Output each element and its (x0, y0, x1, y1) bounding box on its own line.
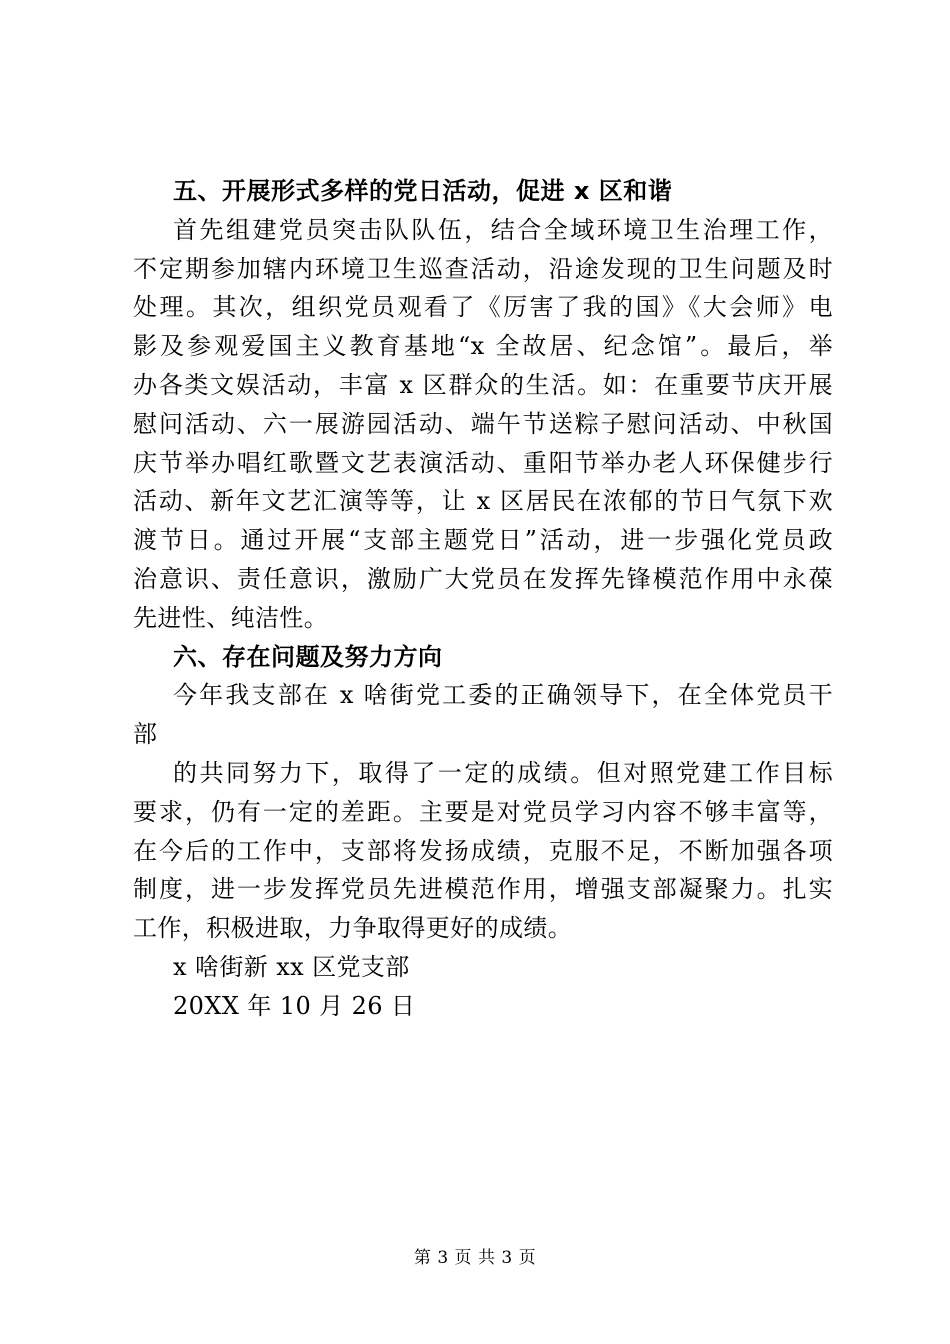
paragraph-line: 治意识、责任意识，激励广大党员在发挥先锋模范作用中永葆 (133, 564, 833, 593)
page-footer: 第 3 页 共 3 页 (413, 1248, 537, 1268)
paragraph-line: 部 (133, 720, 158, 749)
paragraph-line: 今年我支部在 x 啥街党工委的正确领导下，在全体党员干 (173, 681, 833, 710)
paragraph-line: 先进性、纯洁性。 (133, 603, 329, 632)
paragraph-line: 的共同努力下，取得了一定的成绩。但对照党建工作目标 (173, 758, 833, 787)
signature-organization: x 啥街新 xx 区党支部 (173, 952, 410, 981)
section-heading: 五、开展形式多样的党日活动，促进 x 区和谐 (173, 177, 673, 205)
paragraph-line: 制度，进一步发挥党员先进模范作用，增强支部凝聚力。扎实 (133, 875, 833, 904)
paragraph-line: 首先组建党员突击队队伍，结合全域环境卫生治理工作， (173, 215, 833, 244)
paragraph-line: 渡节日。通过开展“支部主题党日”活动，进一步强化党员政 (133, 526, 833, 555)
paragraph-line: 慰问活动、六一展游园活动、端午节送粽子慰问活动、中秋国 (133, 409, 833, 438)
section-heading: 六、存在问题及努力方向 (173, 642, 443, 671)
paragraph-line: 处理。其次，组织党员观看了《厉害了我的国》《大会师》电 (133, 293, 833, 322)
paragraph-line: 影及参观爱国主义教育基地“x 全故居、纪念馆”。最后，举 (133, 332, 833, 361)
paragraph-line: 要求，仍有一定的差距。主要是对党员学习内容不够丰富等， (133, 797, 833, 826)
paragraph-line: 庆节举办唱红歌暨文艺表演活动、重阳节举办老人环保健步行 (133, 448, 833, 477)
paragraph-line: 活动、新年文艺汇演等等，让 x 区居民在浓郁的节日气氛下欢 (133, 487, 833, 516)
document-body (133, 172, 833, 1026)
signature-date: 20XX 年 10 月 26 日 (173, 991, 416, 1020)
paragraph-line: 在今后的工作中，支部将发扬成绩，克服不足，不断加强各项 (133, 836, 833, 865)
paragraph-line: 不定期参加辖内环境卫生巡查活动，沿途发现的卫生问题及时 (133, 254, 833, 283)
paragraph-line: 办各类文娱活动，丰富 x 区群众的生活。如：在重要节庆开展 (133, 370, 833, 399)
paragraph-line: 工作，积极进取，力争取得更好的成绩。 (133, 914, 573, 943)
